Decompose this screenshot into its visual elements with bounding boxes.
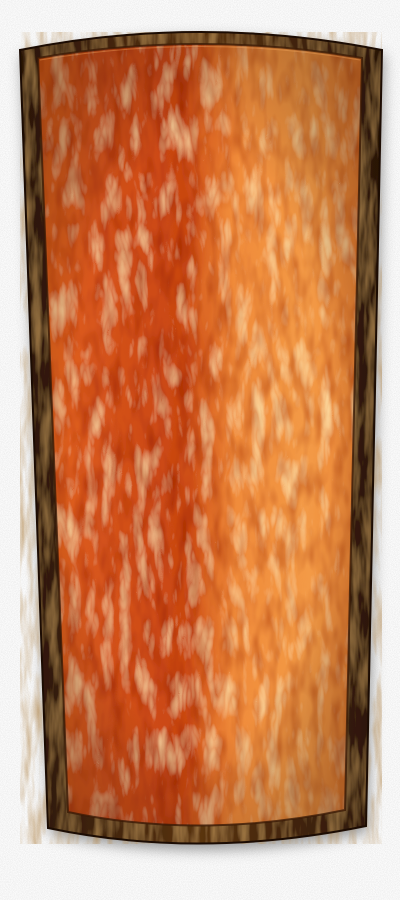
shield-face — [20, 20, 380, 860]
